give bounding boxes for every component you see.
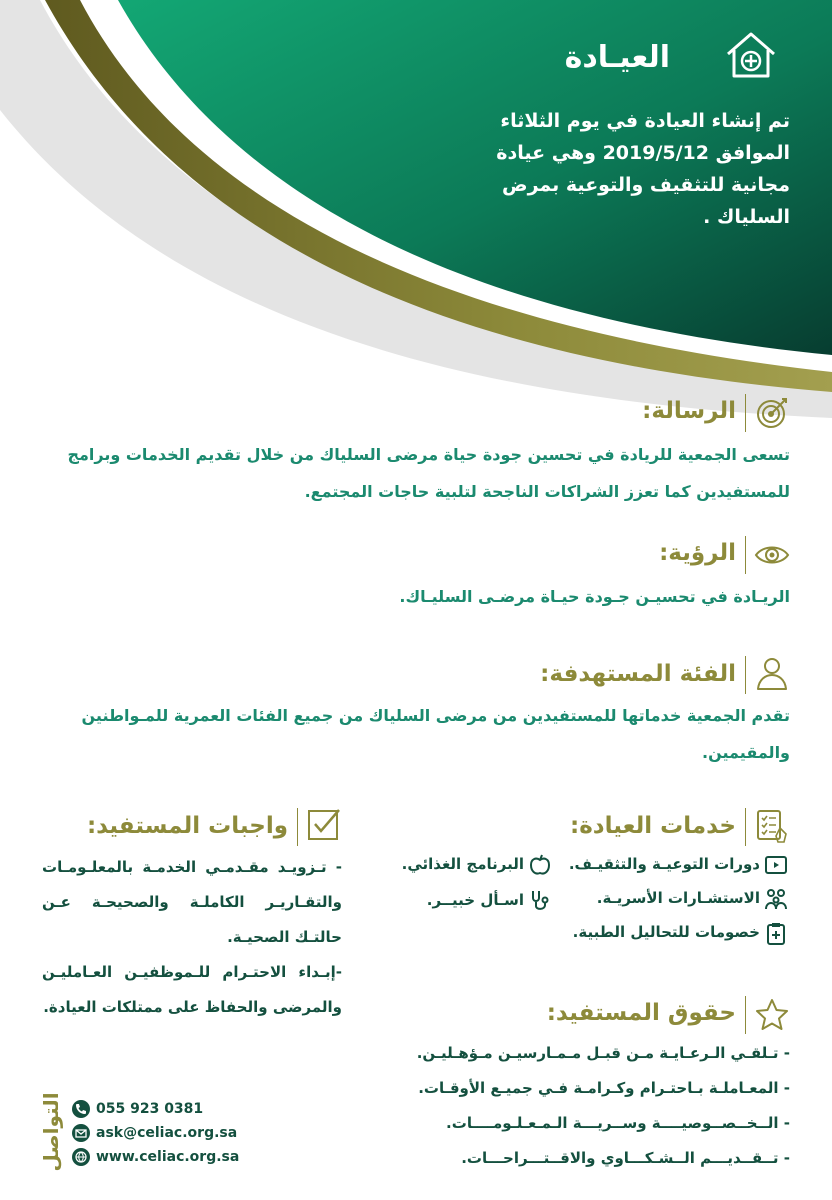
- separator: [745, 808, 746, 846]
- duty-item: -إبـداء الاحتـرام للـموظفيـن العـامليـن والمرضى والحفاظ على ممتلكات العيادة.: [42, 963, 342, 1016]
- separator: [745, 536, 746, 574]
- service-item: دورات التوعيـة والتثقيـف.: [568, 855, 760, 873]
- contact-phone[interactable]: [72, 1100, 203, 1118]
- email-icon: [72, 1124, 90, 1142]
- star-icon: [754, 997, 790, 1033]
- mission-text: تسعى الجمعية للريادة في تحسين جودة حياة مرضى السلياك من خلال تقديم الخدمات وبرامج للمستفيدين كما تعزز الشراكات الناجحة لتلبية حاجات المجتمع.: [67, 445, 790, 501]
- service-item: البرنامج الغذائي.: [401, 855, 524, 873]
- checklist-icon: [754, 808, 790, 844]
- clipboard-icon: [764, 921, 788, 945]
- duties-title: واجبات المستفيد:: [86, 813, 288, 839]
- service-item: اسـأل خبيــر.: [426, 891, 524, 909]
- separator: [745, 656, 746, 694]
- eye-icon: [754, 537, 790, 573]
- duty-item: - تـزويـد مقـدمـي الخدمـة بالمعلـومـات والتقـاريـر الكاملـة والصحيحـة عـن حالتـك الصحيـة.: [42, 858, 342, 946]
- user-icon: [754, 655, 790, 691]
- right-item: - المعـاملـة بـاحتـرام وكـرامـة فـي جميـع الأوقـات.: [418, 1079, 790, 1097]
- target-text: تقدم الجمعية خدماتها للمستفيدين من مرضى السلياك من جميع الفئات العمرية للمـواطنين والمقيمين.: [81, 706, 790, 762]
- clinic-title: العيـادة: [564, 40, 670, 75]
- contact-label-box: [38, 1092, 64, 1172]
- contact-email[interactable]: [72, 1124, 237, 1142]
- separator: [745, 996, 746, 1034]
- mission-title: الرسالة:: [642, 398, 736, 424]
- website-url: www.celiac.org.sa: [96, 1149, 240, 1165]
- rights-list: [390, 1036, 790, 1176]
- rights-title: حقوق المستفيد:: [546, 1000, 736, 1026]
- right-item: - تـلقـي الـرعـايـة مـن قبـل مـمـارسيـن مـؤهـليـن.: [416, 1044, 790, 1062]
- duties-list: [42, 850, 342, 1025]
- service-item: خصومات للتحاليل الطبية.: [572, 923, 760, 941]
- clinic-house-icon: [724, 30, 778, 80]
- separator: [745, 394, 746, 432]
- video-course-icon: [764, 853, 788, 877]
- service-item: الاستشـارات الأسريـة.: [596, 889, 760, 907]
- right-item: - تــقــديـــم الــشـكـــاوي والاقــتـــراحـــات.: [461, 1149, 790, 1167]
- services-title: خدمات العيادة:: [570, 813, 736, 839]
- right-item: - الــخــصــوصيــــة وســريـــة الـمـعـلـومــــات.: [446, 1114, 790, 1132]
- target-icon: [754, 395, 790, 431]
- email-address: ask@celiac.org.sa: [96, 1125, 238, 1141]
- nutrition-apple-icon: [528, 853, 552, 877]
- phone-icon: [72, 1100, 90, 1118]
- stethoscope-icon: [528, 889, 552, 913]
- phone-number: 055 923 0381: [96, 1101, 204, 1117]
- separator: [297, 808, 298, 846]
- vision-title: الرؤية:: [659, 540, 736, 566]
- family-icon: [764, 887, 788, 911]
- checkbox-icon: [306, 806, 342, 842]
- contact-website[interactable]: [72, 1148, 239, 1166]
- contact-label: التواصل: [39, 1092, 63, 1172]
- globe-icon: [72, 1148, 90, 1166]
- clinic-description: تم إنشاء العيادة في يوم الثلاثاء الموافق 2019/5/12 وهي عيادة مجانية للتثقيف والتوعية بمرض السلياك .: [496, 110, 790, 228]
- vision-text: الريـادة في تحسيـن جـودة حيـاة مرضـى السليـاك.: [399, 587, 790, 606]
- target-title: الفئة المستهدفة:: [540, 661, 736, 687]
